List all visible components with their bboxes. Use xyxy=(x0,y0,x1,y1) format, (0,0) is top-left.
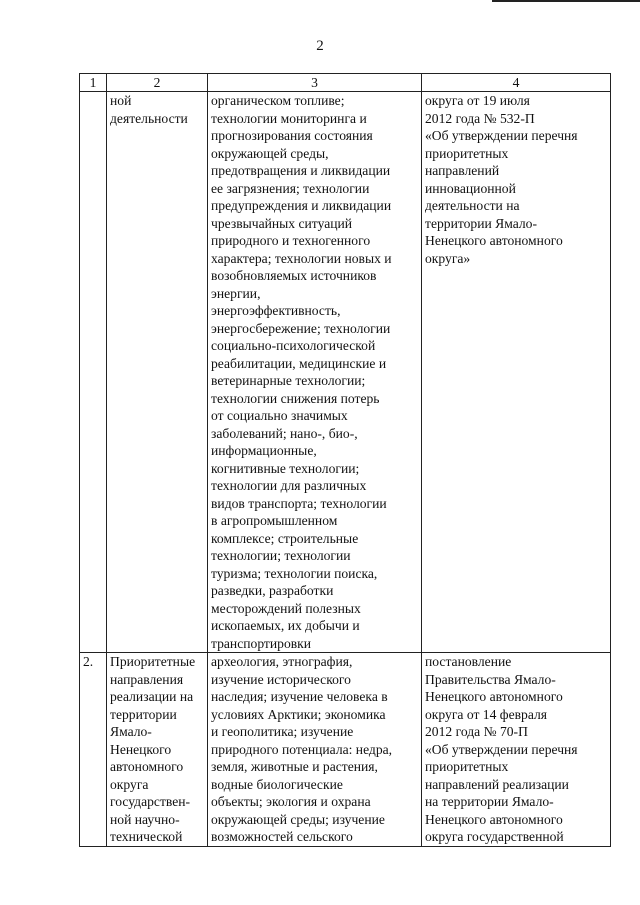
direction-name-cell: ной деятельности xyxy=(107,92,208,653)
column-header-2: 2 xyxy=(107,74,208,92)
direction-name-cell: Приоритетные направления реализации на территории Ямало- Ненецкого автономного округа государствен- ной научно- технической xyxy=(107,653,208,847)
column-header-4: 4 xyxy=(422,74,611,92)
priority-directions-table xyxy=(79,73,611,847)
page-number: 2 xyxy=(316,38,324,54)
table-row xyxy=(80,653,611,847)
row-number-cell: 2. xyxy=(80,653,107,847)
header-row xyxy=(80,74,611,92)
technology-areas-cell: археология, этнография, изучение исторического наследия; изучение человека в условиях Арктики; экономика и геополитика; изучение природного потенциала: недра, земля, животные и растения, водные биологические объекты; экология и охрана окружающей среды; изучение возможностей сельского xyxy=(208,653,422,847)
technology-areas-cell: органическом топливе; технологии мониторинга и прогнозирования состояния окружающей среды, предотвращения и ликвидации ее загрязнения; технологии предупреждения и ликвидации чрезвычайных ситуаций природного и техногенного характера; технологии новых и возобновляемых источников энергии, энергоэффективность, энергосбережение; технологии социально-психологической реабилитации, медицинские и ветеринарные технологии; технологии снижения потерь от социально значимых заболеваний; нано-, био-, информационные, когнитивные технологии; технологии для различных видов транспорта; технологии в агропромышленном комплексе; строительные технологии; технологии туризма; технологии поиска, разведки, разработки месторождений полезных ископаемых, их добычи и транспортировки xyxy=(208,92,422,653)
table-row xyxy=(80,92,611,653)
top-rule xyxy=(492,0,640,2)
column-header-3: 3 xyxy=(208,74,422,92)
row-number-cell xyxy=(80,92,107,653)
legal-document-cell: округа от 19 июля 2012 года № 532-П «Об утверждении перечня приоритетных направлений инновационной деятельности на территории Ямало- Ненецкого автономного округа» xyxy=(422,92,611,653)
column-header-1: 1 xyxy=(80,74,107,92)
legal-document-cell: постановление Правительства Ямало- Ненецкого автономного округа от 14 февраля 2012 года № 70-П «Об утверждении перечня приоритетных направлений реализации на территории Ямало- Ненецкого автономного округа государственной xyxy=(422,653,611,847)
